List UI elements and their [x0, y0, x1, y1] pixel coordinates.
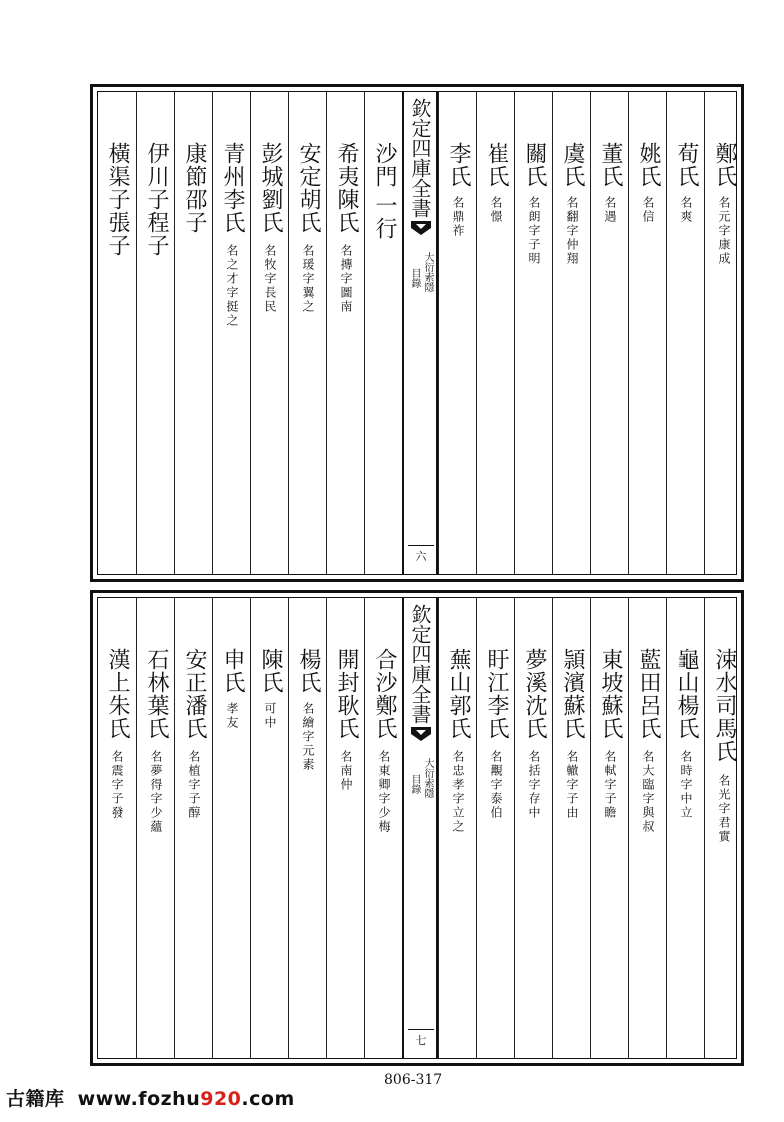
lower-entry-note: 名植字子醇: [187, 750, 201, 820]
lower-entry-name: 蕪山郭氏: [446, 648, 471, 740]
lower-entry-name: 盱江李氏: [484, 648, 509, 740]
lower-entry-name: 東坡蘇氏: [598, 648, 623, 740]
watermark-url-c: .com: [241, 1088, 295, 1110]
lower-entry-column: [364, 598, 402, 1058]
upper-entry-name: 安定胡氏: [296, 142, 321, 234]
upper-entry-note: 名信: [641, 196, 655, 224]
lower-entry-column: [476, 598, 514, 1058]
upper-entry-note: 名爽: [679, 196, 693, 224]
upper-entry-column: [98, 92, 136, 574]
upper-entry-note: 名牧字長民: [263, 244, 277, 314]
lower-entry-column: [250, 598, 288, 1058]
upper-entry-name: 鄭氏: [712, 142, 737, 188]
watermark-url-b: 920: [200, 1088, 242, 1110]
lower-entry-name: 漢上朱氏: [105, 648, 130, 740]
upper-entry-name: 關氏: [522, 142, 547, 188]
upper-entry-name: 荀氏: [674, 142, 699, 188]
lower-entry-column: [514, 598, 552, 1058]
upper-entry-name: 崔氏: [484, 142, 509, 188]
upper-entry-note: 名遇: [603, 196, 617, 224]
lower-entry-note: 名軾字子瞻: [603, 750, 617, 820]
watermark-url-a: www.fozhu: [77, 1088, 201, 1110]
upper-entry-column: [476, 92, 514, 574]
lower-entry-name: 龜山楊氏: [674, 648, 699, 740]
upper-center-column: [402, 92, 438, 574]
upper-entry-column: [514, 92, 552, 574]
lower-center-title: 欽定四庫全書: [408, 604, 432, 724]
upper-page-frame: [97, 91, 737, 575]
upper-entry-name: 沙門: [372, 142, 397, 188]
lower-entry-column: [212, 598, 250, 1058]
lower-entry-note: 名括字存中: [527, 750, 541, 820]
upper-entry-column: [212, 92, 250, 574]
upper-entry-note: 名憬: [489, 196, 503, 224]
upper-entry-column: [288, 92, 326, 574]
lower-entry-name: 涑水司馬氏: [712, 648, 737, 763]
upper-entry-note: 名之才字挺之: [225, 244, 239, 328]
lower-entry-name: 申氏: [220, 648, 245, 694]
lower-entry-note: 名大臨字與叔: [641, 750, 655, 834]
lower-page: [90, 590, 744, 1066]
lower-entry-column: [590, 598, 628, 1058]
lower-entry-column: [136, 598, 174, 1058]
lower-entry-note: 名南仲: [339, 750, 353, 792]
upper-entry-note: 名朗字子明: [527, 196, 541, 266]
upper-entry-column: [174, 92, 212, 574]
lower-book-title: 大衍索隱: [422, 758, 433, 798]
upper-entry-note: 名鼎祚: [451, 196, 465, 238]
lower-entry-name: 夢溪沈氏: [522, 648, 547, 740]
lower-entry-column: [628, 598, 666, 1058]
upper-entry-note: 名瑗字翼之: [301, 244, 315, 314]
upper-entry-note: 一行: [372, 194, 397, 240]
lower-entry-note: 名夢得字少蘊: [149, 750, 163, 834]
lower-entry-column: [438, 598, 476, 1058]
upper-center-title: 欽定四庫全書: [408, 98, 432, 218]
lower-page-frame: [97, 597, 737, 1059]
lower-entry-name: 楊氏: [296, 648, 321, 694]
upper-entry-note: 名元字康成: [717, 196, 731, 266]
upper-entry-name: 青州李氏: [220, 142, 245, 234]
lower-entry-column: [704, 598, 742, 1058]
upper-entry-name: 橫渠子張子: [105, 142, 130, 257]
upper-entry-name: 虞氏: [560, 142, 585, 188]
upper-entry-name: 伊川子程子: [144, 142, 169, 257]
upper-entry-column: [590, 92, 628, 574]
lower-entry-column: [326, 598, 364, 1058]
lower-entry-name: 頴濱蘇氏: [560, 648, 585, 740]
lower-entry-note: 名轍字子由: [565, 750, 579, 820]
upper-page: [90, 84, 744, 582]
upper-entry-column: [250, 92, 288, 574]
watermark-cn: 古籍库: [6, 1088, 65, 1110]
lower-entry-name: 安正潘氏: [182, 648, 207, 740]
lower-entry-note: 名忠孝字立之: [451, 750, 465, 834]
lower-fishtail-mark-icon: [410, 726, 432, 742]
upper-entry-name: 彭城劉氏: [258, 142, 283, 234]
lower-entry-note: 名覯字泰伯: [489, 750, 503, 820]
upper-entry-name: 董氏: [598, 142, 623, 188]
site-watermark: [6, 1084, 295, 1111]
lower-entry-name: 開封耿氏: [334, 648, 359, 740]
lower-leaf-number: 七: [408, 1029, 434, 1052]
upper-entry-name: 姚氏: [636, 142, 661, 188]
upper-leaf-number: 六: [408, 545, 434, 568]
upper-entry-column: [628, 92, 666, 574]
lower-entry-note: 可中: [263, 702, 277, 730]
upper-section-title: 目錄: [409, 268, 420, 288]
lower-entry-name: 陳氏: [258, 648, 283, 694]
upper-entry-column: [136, 92, 174, 574]
lower-entry-note: 孝友: [225, 702, 239, 730]
lower-entry-note: 名時字中立: [679, 750, 693, 820]
lower-entry-column: [288, 598, 326, 1058]
upper-entry-column: [704, 92, 742, 574]
lower-entry-name: 藍田呂氏: [636, 648, 661, 740]
upper-fishtail-mark-icon: [410, 220, 432, 236]
page-number: 806-317: [384, 1072, 443, 1088]
lower-entry-column: [174, 598, 212, 1058]
upper-entry-column: [552, 92, 590, 574]
upper-entry-column: [438, 92, 476, 574]
lower-section-title: 目錄: [409, 774, 420, 794]
upper-entry-note: 名翻字仲翔: [565, 196, 579, 266]
lower-entry-note: 名繪字元素: [301, 702, 315, 772]
upper-entry-note: 名摶字圖南: [339, 244, 353, 314]
lower-entry-name: 石林葉氏: [144, 648, 169, 740]
upper-entry-column: [326, 92, 364, 574]
upper-book-title: 大衍索隱: [422, 252, 433, 292]
lower-entry-note: 名東卿字少梅: [377, 750, 391, 834]
upper-entry-column: [666, 92, 704, 574]
upper-entry-name: 李氏: [446, 142, 471, 188]
lower-entry-column: [666, 598, 704, 1058]
upper-entry-name: 康節邵子: [182, 142, 207, 234]
lower-center-column: [402, 598, 438, 1058]
upper-entry-name: 希夷陳氏: [334, 142, 359, 234]
lower-entry-note: 名震字子發: [110, 750, 124, 820]
lower-entry-name: 合沙鄭氏: [372, 648, 397, 740]
lower-entry-column: [98, 598, 136, 1058]
upper-entry-column: [364, 92, 402, 574]
lower-entry-column: [552, 598, 590, 1058]
lower-entry-note: 名光字君實: [717, 774, 731, 844]
